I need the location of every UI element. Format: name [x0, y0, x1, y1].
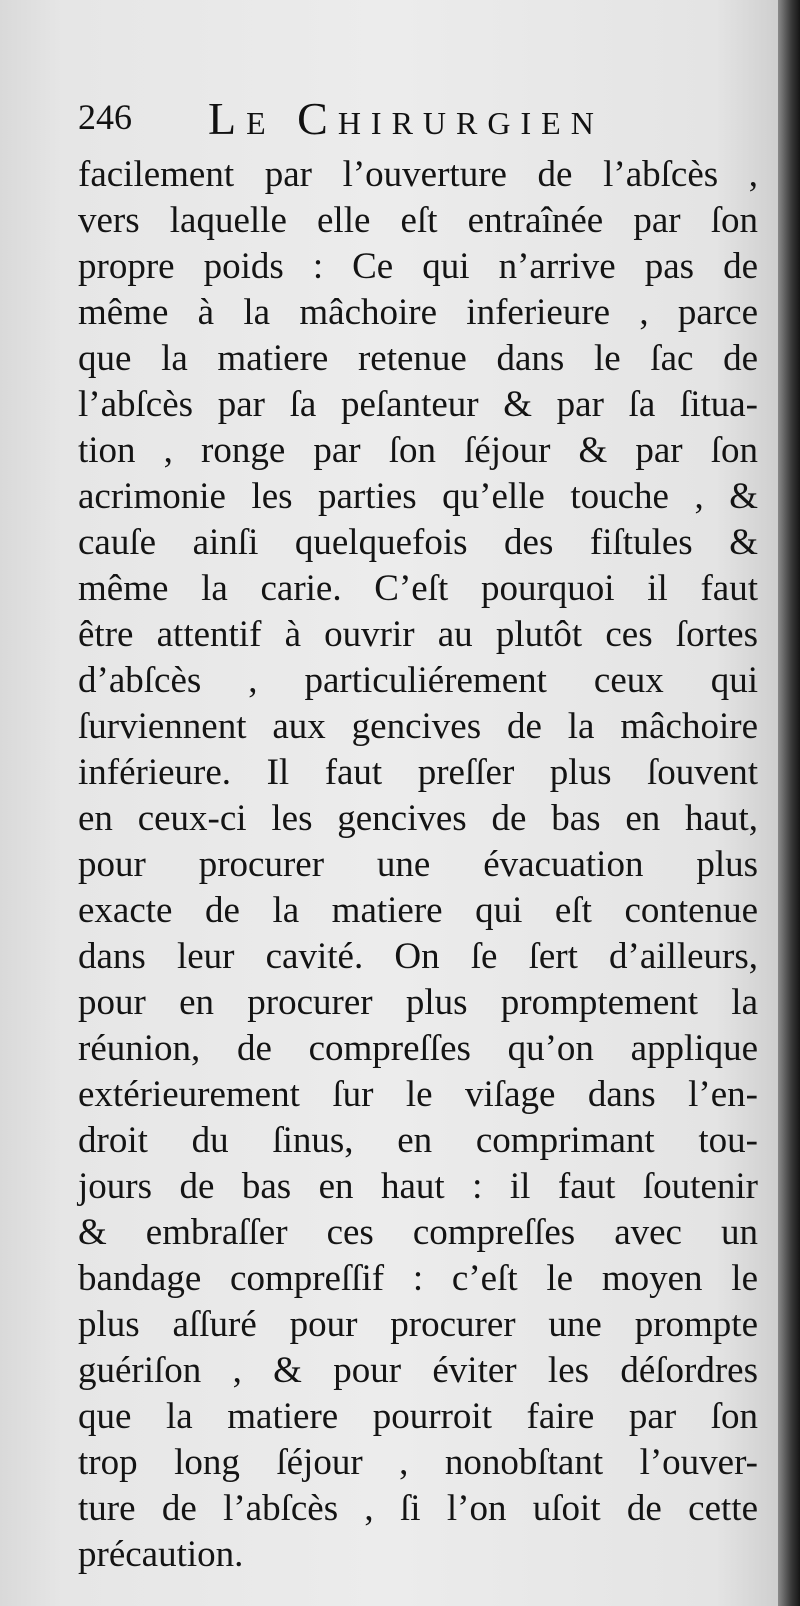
text-line: & embraſſer ces compreſſes avec un	[78, 1212, 758, 1253]
text-line: même la carie. C’eſt pourquoi il faut	[78, 568, 758, 609]
text-line: guériſon , & pour éviter les déſordres	[78, 1350, 758, 1391]
text-line: vers laquelle elle eſt entraînée par ſon	[78, 200, 758, 241]
text-line: propre poids : Ce qui n’arrive pas de	[78, 246, 758, 287]
text-line: en ceux-ci les gencives de bas en haut,	[78, 798, 758, 839]
text-line: l’abſcès par ſa peſanteur & par ſa ſitua-	[78, 384, 758, 425]
text-line: inférieure. Il faut preſſer plus ſouvent	[78, 752, 758, 793]
text-line: exacte de la matiere qui eſt contenue	[78, 890, 758, 931]
text-line: ſurviennent aux gencives de la mâchoire	[78, 706, 758, 747]
text-line: dans leur cavité. On ſe ſert d’ailleurs,	[78, 936, 758, 977]
text-line: trop long ſéjour , nonobſtant l’ouver-	[78, 1442, 758, 1483]
text-line: précaution.	[78, 1534, 244, 1575]
text-line: que la matiere pourroit faire par ſon	[78, 1396, 758, 1437]
page-header	[78, 92, 758, 148]
text-line: ture de l’abſcès , ſi l’on uſoit de cette	[78, 1488, 758, 1529]
text-line: facilement par l’ouverture de l’abſcès ,	[78, 154, 758, 195]
text-line: être attentif à ouvrir au plutôt ces ſortes	[78, 614, 758, 655]
text-line: jours de bas en haut : il faut ſoutenir	[78, 1166, 758, 1207]
text-line: cauſe ainſi quelquefois des fiſtules &	[78, 522, 758, 563]
text-line: plus aſſuré pour procurer une prompte	[78, 1304, 758, 1345]
text-line: tion , ronge par ſon ſéjour & par ſon	[78, 430, 758, 471]
text-line: bandage compreſſif : c’eſt le moyen le	[78, 1258, 758, 1299]
text-line: d’abſcès , particuliérement ceux qui	[78, 660, 758, 701]
text-line: acrimonie les parties qu’elle touche , &	[78, 476, 758, 517]
page-edge-shadow	[778, 0, 800, 1606]
text-line: pour procurer une évacuation plus	[78, 844, 758, 885]
page-number: 246	[78, 97, 132, 137]
text-line: extérieurement ſur le viſage dans l’en-	[78, 1074, 758, 1115]
text-line: pour en procurer plus promptement la	[78, 982, 758, 1023]
text-line: même à la mâchoire inferieure , parce	[78, 292, 758, 333]
body-text	[78, 152, 758, 1578]
running-title: Le Chirurgien	[208, 93, 604, 144]
text-line: que la matiere retenue dans le ſac de	[78, 338, 758, 379]
text-line: droit du ſinus, en comprimant tou-	[78, 1120, 758, 1161]
text-line: réunion, de compreſſes qu’on applique	[78, 1028, 758, 1069]
